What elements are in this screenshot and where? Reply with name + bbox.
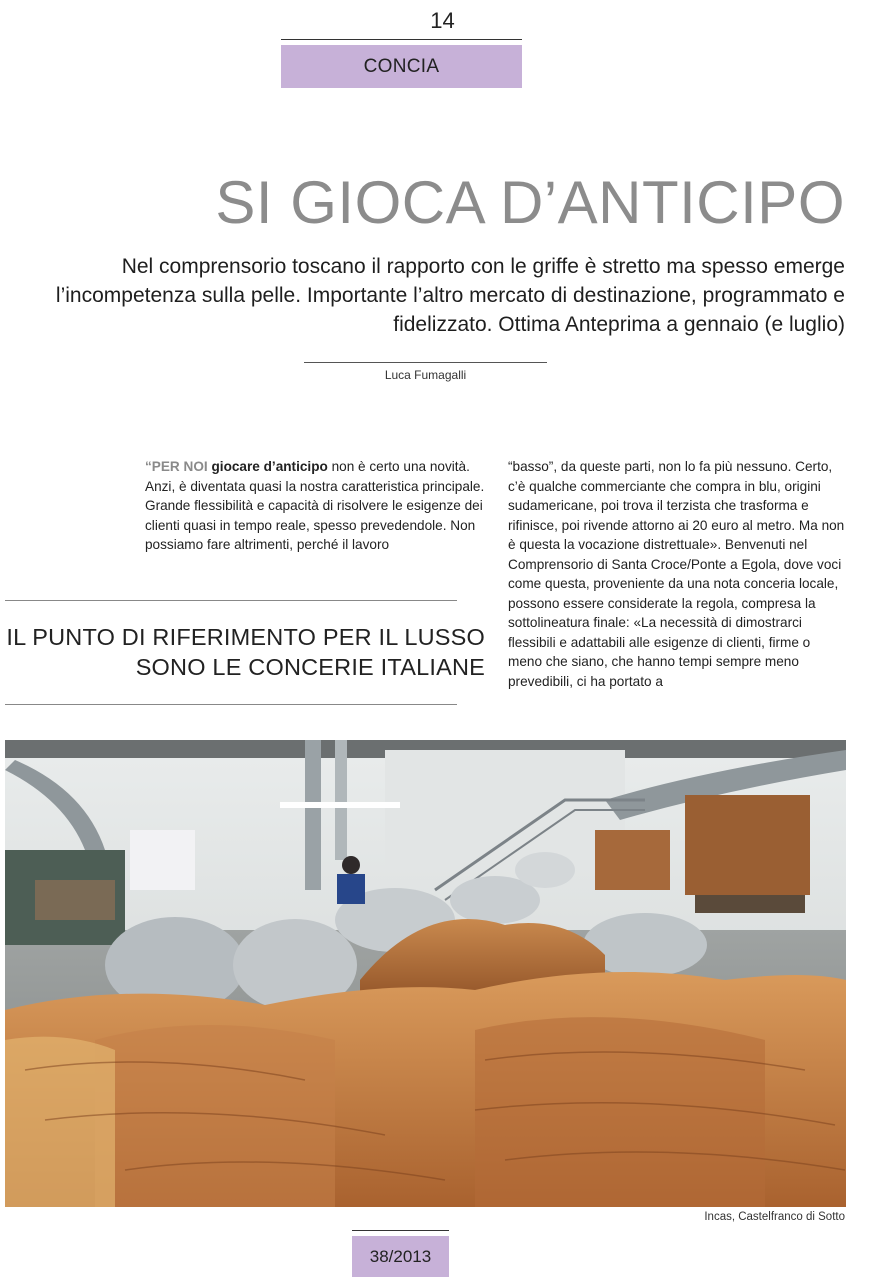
page-number: 14 [430,8,455,33]
body-column-right: “basso”, da queste parti, non lo fa più nessuno. Certo, c’è qualche commerciante che compra in blu, origini sudamericane, poi trova il terzista che trasforma e rifinisce, poi rivende attorno ai 20 euro al metro. Ma non è questa la vocazione distrettuale». Benvenuti nel Comprensorio di Santa Croce/Ponte a Egola, dove voci come questa, proveniente da una nota conceria locale, possono essere considerate la regola, compresa la sottolineatura finale: «La necessità di dimostrarci flessibili e adattabili alle esigenze di clienti, firme o meno che siano, che hanno tempi sempre meno prevedibili, ci ha portato a [508,459,845,689]
article-subhead: Nel comprensorio toscano il rapporto con le griffe è stretto ma spesso emerge l’incompetenza sulla pelle. Importante l’altro mercato di destinazione, programmato e fidelizzato. Ottima Anteprima a gennaio (e luglio) [55,255,845,336]
body-left-text: non è certo una novità. Anzi, è diventata quasi la nostra caratteristica principale. Grande flessibilità e capacità di risolvere le esigenze dei clienti quasi in tempo reale, spesso prevedendole. Non possiamo fare altrimenti, perché il lavoro [145,459,485,552]
tannery-photo [5,740,846,1207]
author-divider [304,362,547,363]
body-column-left [145,457,485,555]
section-label: CONCIA [281,45,522,88]
photo-caption: Incas, Castelfranco di Sotto [704,1211,845,1223]
pullquote-rule-top [5,600,457,601]
body-bold-phrase: giocare d’anticipo [211,459,328,474]
header-divider [281,39,522,40]
body-lead-in: “PER NOI [145,459,208,474]
pullquote: IL PUNTO DI RIFERIMENTO PER IL LUSSO SONO LE CONCERIE ITALIANE [6,624,485,680]
issue-number: 38/2013 [352,1236,449,1277]
article-headline: SI GIOCA D’ANTICIPO [215,169,845,236]
footer-divider [352,1230,449,1231]
pullquote-rule-bottom [5,704,457,705]
author-byline: Luca Fumagalli [384,368,467,382]
